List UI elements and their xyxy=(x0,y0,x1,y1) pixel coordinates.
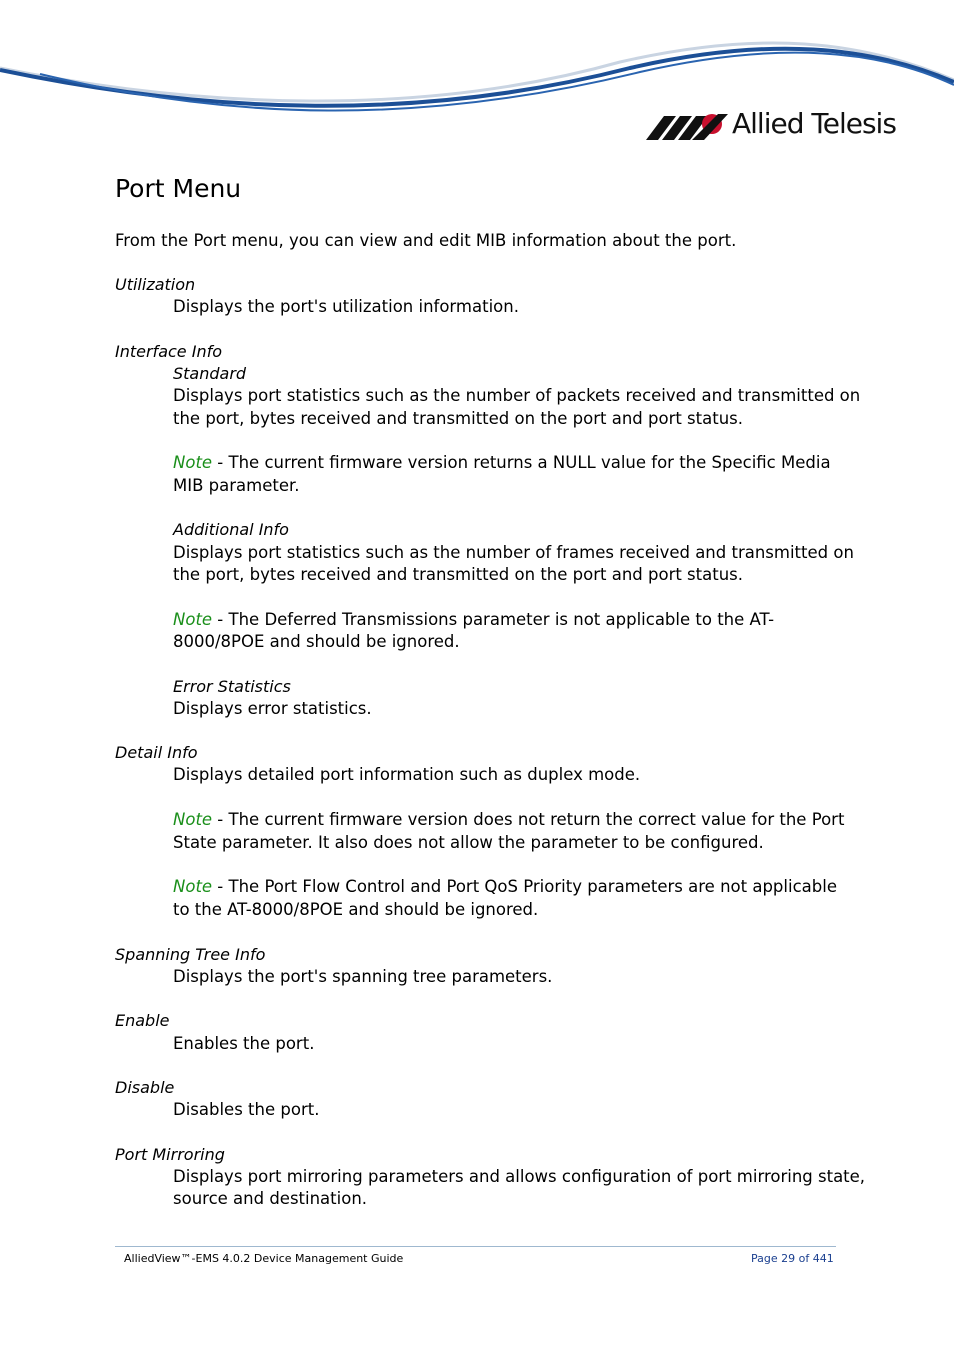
desc-standard-line-1: Displays port statistics such as the number of packets received and transmitted on xyxy=(173,386,861,405)
desc-spanning-tree-info: Displays the port's spanning tree parameters. xyxy=(173,967,553,986)
desc-detail-info: Displays detailed port information such as duplex mode. xyxy=(173,765,641,784)
term-interface-info: Interface Info xyxy=(115,342,222,361)
note-label: Note xyxy=(173,877,213,896)
desc-port-mirroring-line-2: source and destination. xyxy=(173,1189,368,1208)
desc-disable: Disables the port. xyxy=(173,1100,320,1119)
note-text: - The current firmware version does not return the correct value for the Port xyxy=(212,810,845,829)
note-additional-line-2: 8000/8POE and should be ignored. xyxy=(173,632,460,651)
desc-enable: Enables the port. xyxy=(173,1034,315,1053)
term-disable: Disable xyxy=(115,1078,175,1097)
note-text: - The current firmware version returns a NULL value for the Specific Media xyxy=(212,453,831,472)
note-label: Note xyxy=(173,810,213,829)
page-title: Port Menu xyxy=(115,174,242,203)
term-detail-info: Detail Info xyxy=(115,743,198,762)
intro-text: From the Port menu, you can view and edit MIB information about the port. xyxy=(115,231,737,250)
term-enable: Enable xyxy=(115,1011,170,1030)
allied-telesis-logo-mark xyxy=(646,108,728,140)
note-additional-line-1 xyxy=(173,609,774,631)
desc-utilization: Displays the port's utilization information. xyxy=(173,297,519,316)
note-text: - The Deferred Transmissions parameter is not applicable to the AT- xyxy=(212,610,775,629)
term-port-mirroring: Port Mirroring xyxy=(115,1145,225,1164)
note-standard-line-2: MIB parameter. xyxy=(173,476,300,495)
desc-port-mirroring-line-1: Displays port mirroring parameters and allows configuration of port mirroring state, xyxy=(173,1167,866,1186)
note-text: - The Port Flow Control and Port QoS Priority parameters are not applicable xyxy=(212,877,837,896)
note-label: Note xyxy=(173,453,213,472)
desc-error-statistics: Displays error statistics. xyxy=(173,699,372,718)
note-label: Note xyxy=(173,610,213,629)
allied-telesis-logo xyxy=(646,108,896,140)
term-additional-info: Additional Info xyxy=(173,520,289,539)
note-detail-b-line-2: to the AT-8000/8POE and should be ignored. xyxy=(173,900,539,919)
desc-additional-line-1: Displays port statistics such as the number of frames received and transmitted on xyxy=(173,543,854,562)
term-standard: Standard xyxy=(173,364,247,383)
footer-page-number: Page 29 of 441 xyxy=(751,1252,834,1265)
logo-text: Allied Telesis xyxy=(732,107,896,140)
note-standard-line-1 xyxy=(173,452,831,474)
term-spanning-tree-info: Spanning Tree Info xyxy=(115,945,266,964)
term-utilization: Utilization xyxy=(115,275,196,294)
desc-standard-line-2: the port, bytes received and transmitted on the port and port status. xyxy=(173,409,744,428)
note-detail-a-line-2: State parameter. It also does not allow the parameter to be configured. xyxy=(173,833,764,852)
note-detail-a-line-1 xyxy=(173,809,844,831)
footer-divider xyxy=(115,1246,836,1247)
note-detail-b-line-1 xyxy=(173,876,837,898)
desc-additional-line-2: the port, bytes received and transmitted on the port and port status. xyxy=(173,565,744,584)
footer-document-title: AlliedView™-EMS 4.0.2 Device Management Guide xyxy=(124,1252,404,1265)
term-error-statistics: Error Statistics xyxy=(173,677,291,696)
